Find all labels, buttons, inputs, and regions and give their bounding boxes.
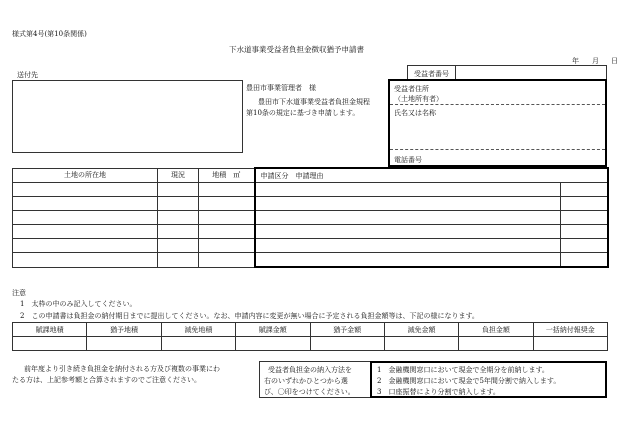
header-assessed-amount: 賦課金額: [236, 323, 310, 337]
header-area: 地積 ㎡: [199, 168, 255, 183]
reason-cell[interactable]: [255, 225, 561, 239]
applicant-phone-label: 電話番号: [394, 156, 422, 164]
status-cell[interactable]: [158, 211, 199, 225]
header-deferred-area: 猶予地積: [87, 323, 161, 337]
table-row[interactable]: [13, 225, 608, 239]
note-1: 1 太枠の中のみ記入してください。: [20, 300, 137, 308]
table-row[interactable]: [13, 253, 608, 268]
header-current-status: 現況: [158, 168, 199, 183]
table-row[interactable]: [13, 239, 608, 253]
address-divider: [390, 104, 605, 105]
request-text-line-1: 豊田市下水道事業受益者負担金規程: [258, 98, 370, 106]
area-cell[interactable]: [199, 239, 255, 253]
location-cell[interactable]: [13, 197, 158, 211]
header-location: 土地の所在地: [13, 168, 158, 183]
applicant-box: [388, 79, 607, 167]
reason-cell[interactable]: [255, 183, 561, 197]
reason-cell[interactable]: [255, 211, 561, 225]
payment-label-line-2: 右のいずれかひとつから選: [264, 377, 348, 385]
applicant-address-label: 受益者住所: [394, 85, 429, 93]
area-cell[interactable]: [199, 225, 255, 239]
payment-options-box: [370, 361, 607, 398]
form-title: 下水道事業受益者負担金徴収猶予申請書: [229, 45, 364, 54]
area-cell[interactable]: [199, 253, 255, 268]
payment-option-2[interactable]: 2 金融機関窓口において現金で5年間分割で納入します。: [377, 377, 561, 385]
note-2: 2 この申請書は負担金の納付期日までに提出してください。なお、申請内容に変更が無い場合に予定される負担金額等は、下記の様になります。: [20, 312, 479, 320]
reason-extra-cell[interactable]: [561, 183, 608, 197]
header-exempt-area: 減免地積: [161, 323, 235, 337]
status-cell[interactable]: [158, 239, 199, 253]
date-month-label: 月: [592, 57, 599, 65]
area-cell[interactable]: [199, 211, 255, 225]
payment-option-1[interactable]: 1 金融機関窓口において現金で全期分を前納します。: [377, 366, 549, 374]
reason-cell[interactable]: [255, 239, 561, 253]
header-charge-amount: 負担金額: [459, 323, 533, 337]
reason-cell[interactable]: [255, 253, 561, 268]
amount-cell[interactable]: [533, 337, 607, 351]
table-row[interactable]: [13, 197, 608, 211]
location-cell[interactable]: [13, 183, 158, 197]
reason-extra-cell[interactable]: [561, 211, 608, 225]
recipient-field[interactable]: [12, 80, 243, 153]
status-cell[interactable]: [158, 225, 199, 239]
form-number: 様式第4号(第10条関係): [12, 30, 87, 38]
amount-cell[interactable]: [87, 337, 161, 351]
amount-cell[interactable]: [384, 337, 458, 351]
name-divider: [390, 149, 605, 150]
applicant-name-label: 氏名又は名称: [394, 109, 436, 117]
reason-extra-cell[interactable]: [561, 239, 608, 253]
table-row[interactable]: [13, 183, 608, 197]
payment-label-line-1: 受益者負担金の納入方法を: [268, 366, 352, 374]
payment-method-label-box: [259, 361, 371, 398]
beneficiary-number-label-cell: [407, 65, 456, 80]
request-text-line-2: 第10条の規定に基づき申請します。: [246, 109, 360, 117]
payment-option-3[interactable]: 3 口座振替により分割で納入します。: [377, 388, 500, 396]
land-table: [12, 167, 609, 268]
reason-cell[interactable]: [255, 197, 561, 211]
recipient-label: 送付先: [17, 71, 38, 79]
header-assessed-area: 賦課地積: [13, 323, 87, 337]
reason-extra-cell[interactable]: [561, 197, 608, 211]
location-cell[interactable]: [13, 211, 158, 225]
status-cell[interactable]: [158, 183, 199, 197]
amount-cell[interactable]: [310, 337, 384, 351]
area-cell[interactable]: [199, 183, 255, 197]
amount-table-header: [13, 323, 608, 337]
header-deferred-amount: 猶予金額: [310, 323, 384, 337]
amount-cell[interactable]: [236, 337, 310, 351]
amount-cell[interactable]: [459, 337, 533, 351]
applicant-address-sub-label: （土地所有者）: [394, 95, 443, 103]
amount-cell[interactable]: [13, 337, 87, 351]
payment-label-line-3: び、〇印をつけてください。: [264, 388, 355, 396]
table-row[interactable]: [13, 337, 608, 351]
reason-extra-cell[interactable]: [561, 225, 608, 239]
table-row[interactable]: [13, 211, 608, 225]
notes-heading: 注意: [12, 289, 26, 297]
addressee: 豊田市事業管理者 様: [246, 84, 316, 92]
location-cell[interactable]: [13, 239, 158, 253]
area-cell[interactable]: [199, 197, 255, 211]
date-day-label: 日: [611, 57, 618, 65]
header-lump-sum-reward: 一括納付報奨金: [533, 323, 607, 337]
footer-note-line-1: 前年度より引き続き負担金を納付される方及び複数の事業にわ: [24, 365, 220, 373]
location-cell[interactable]: [13, 253, 158, 268]
status-cell[interactable]: [158, 253, 199, 268]
header-exempt-amount: 減免金額: [384, 323, 458, 337]
beneficiary-number-field[interactable]: [455, 65, 607, 80]
reason-extra-cell[interactable]: [561, 253, 608, 268]
header-application-reason: 申請区分 申請理由: [255, 168, 608, 183]
status-cell[interactable]: [158, 197, 199, 211]
location-cell[interactable]: [13, 225, 158, 239]
beneficiary-number-label: 受益者番号: [414, 70, 449, 78]
land-table-header: [13, 168, 608, 183]
date-year-label: 年: [572, 57, 579, 65]
amount-table: [12, 322, 608, 351]
footer-note-line-2: たる方は、上記参考額と合算されますのでご注意ください。: [12, 376, 201, 384]
amount-cell[interactable]: [161, 337, 235, 351]
